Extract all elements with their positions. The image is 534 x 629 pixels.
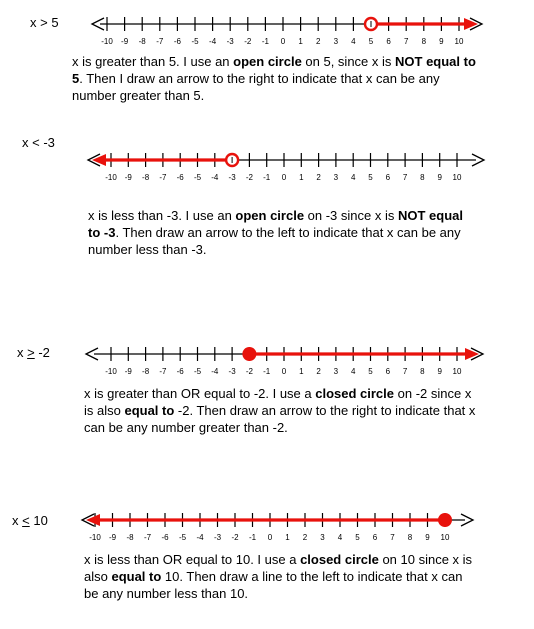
tick-label: 5	[368, 37, 374, 46]
tick-label: 3	[320, 533, 325, 542]
tick-label: -9	[121, 37, 129, 46]
tick-label: 7	[402, 173, 408, 180]
tick-label: 4	[337, 533, 343, 542]
tick-label: -3	[213, 533, 222, 542]
closed-circle-icon	[438, 513, 452, 527]
explanation-paragraph: x is greater than 5. I use an open circle on 5, since x is NOT equal to 5. Then I draw an arrow to the right to indicate that x can be any number greater than 5.	[72, 54, 476, 103]
tick-label: 6	[385, 173, 391, 180]
tick-label: 1	[285, 533, 290, 542]
tick-label: -4	[211, 173, 219, 180]
tick-label: 4	[350, 367, 356, 376]
tick-label: -2	[245, 173, 253, 180]
tick-label: 7	[390, 533, 395, 542]
solution-arrowhead-icon	[464, 18, 478, 30]
tick-label: -7	[143, 533, 152, 542]
tick-label: 0	[281, 367, 287, 376]
explanation-paragraph: x is less than OR equal to 10. I use a closed circle on 10 since x is also equal to 10. Then draw a line to the left to indicate that x can be any number less than 10.	[84, 552, 473, 601]
tick-label: -9	[108, 533, 117, 542]
tick-label: -8	[142, 173, 150, 180]
tick-label: -10	[89, 533, 101, 542]
solution-arrowhead-icon	[465, 348, 479, 360]
tick-label: 3	[333, 173, 339, 180]
tick-label: 2	[316, 173, 321, 180]
tick-label: 3	[333, 37, 339, 46]
tick-label: -3	[228, 173, 236, 180]
tick-label: -1	[248, 533, 257, 542]
tick-label: 10	[440, 533, 450, 542]
inequality-label: x < -3	[22, 135, 55, 150]
tick-label: 9	[437, 367, 442, 376]
tick-label: -7	[159, 173, 167, 180]
tick-label: 0	[281, 173, 287, 180]
tick-label: 3	[333, 367, 339, 376]
tick-label: 6	[386, 37, 391, 46]
tick-label: -4	[196, 533, 204, 542]
tick-label: 10	[452, 367, 462, 376]
tick-label: -6	[173, 37, 181, 46]
tick-label: -6	[176, 367, 184, 376]
tick-label: 8	[421, 37, 427, 46]
tick-label: 9	[439, 37, 444, 46]
tick-label: 0	[267, 533, 273, 542]
tick-label: -5	[193, 367, 202, 376]
inequality-label: x < 10	[12, 513, 48, 528]
tick-label: -7	[156, 37, 164, 46]
tick-label: -7	[159, 367, 167, 376]
solution-arrowhead-icon	[86, 514, 100, 526]
tick-label: -4	[209, 37, 217, 46]
tick-label: 9	[437, 173, 442, 180]
tick-label: -8	[142, 367, 150, 376]
tick-label: -5	[191, 37, 199, 46]
tick-label: -8	[126, 533, 134, 542]
tick-label: 10	[452, 173, 462, 180]
inequality-label: x > -2	[17, 345, 50, 360]
tick-label: -6	[161, 533, 169, 542]
tick-label: -1	[263, 173, 271, 180]
number-line	[0, 0, 534, 60]
tick-label: 8	[407, 533, 413, 542]
tick-label: 9	[425, 533, 430, 542]
closed-circle-icon	[242, 347, 256, 361]
tick-label: 1	[299, 173, 304, 180]
inequality-label: x > 5	[30, 15, 59, 30]
tick-label: -5	[178, 533, 187, 542]
number-line	[0, 330, 534, 390]
tick-label: -4	[211, 367, 219, 376]
tick-label: 4	[350, 173, 356, 180]
tick-label: -9	[124, 173, 132, 180]
tick-label: 5	[368, 173, 373, 180]
tick-label: 2	[302, 533, 308, 542]
tick-label: -2	[231, 533, 239, 542]
tick-label: -6	[176, 173, 184, 180]
tick-label: 6	[385, 367, 391, 376]
tick-label: 0	[280, 37, 286, 46]
tick-label: 2	[315, 37, 321, 46]
tick-label: -10	[105, 367, 117, 376]
tick-label: -1	[263, 367, 271, 376]
tick-label: -8	[138, 37, 146, 46]
tick-label: -2	[245, 367, 253, 376]
tick-label: -9	[124, 367, 132, 376]
tick-label: 7	[402, 367, 408, 376]
tick-label: 10	[454, 37, 464, 46]
tick-label: 1	[298, 37, 303, 46]
tick-label: 4	[351, 37, 356, 46]
tick-label: -1	[261, 37, 269, 46]
number-line	[0, 120, 534, 180]
tick-label: 7	[403, 37, 409, 46]
tick-label: 2	[316, 367, 321, 376]
tick-label: 8	[420, 173, 425, 180]
tick-label: 5	[355, 533, 360, 542]
tick-label: 5	[368, 367, 373, 376]
tick-label: -5	[193, 173, 202, 180]
tick-label: 8	[420, 367, 425, 376]
tick-label: -10	[105, 173, 117, 180]
number-line	[0, 498, 534, 558]
explanation-paragraph: x is greater than OR equal to -2. I use a closed circle on -2 since x is also equal to -2. Then draw an arrow to the right to indicate that x can be any number greater than -2.	[84, 386, 476, 435]
tick-label: -3	[228, 367, 236, 376]
solution-arrowhead-icon	[92, 154, 106, 166]
tick-label: 6	[372, 533, 378, 542]
tick-label: 1	[299, 367, 304, 376]
tick-label: -2	[244, 37, 252, 46]
tick-label: -3	[226, 37, 234, 46]
explanation-paragraph: x is less than -3. I use an open circle on -3 since x is NOT equal to -3. Then draw an arrow to the left to indicate that x can be any number less than -3.	[88, 208, 463, 257]
tick-label: -10	[101, 37, 113, 46]
